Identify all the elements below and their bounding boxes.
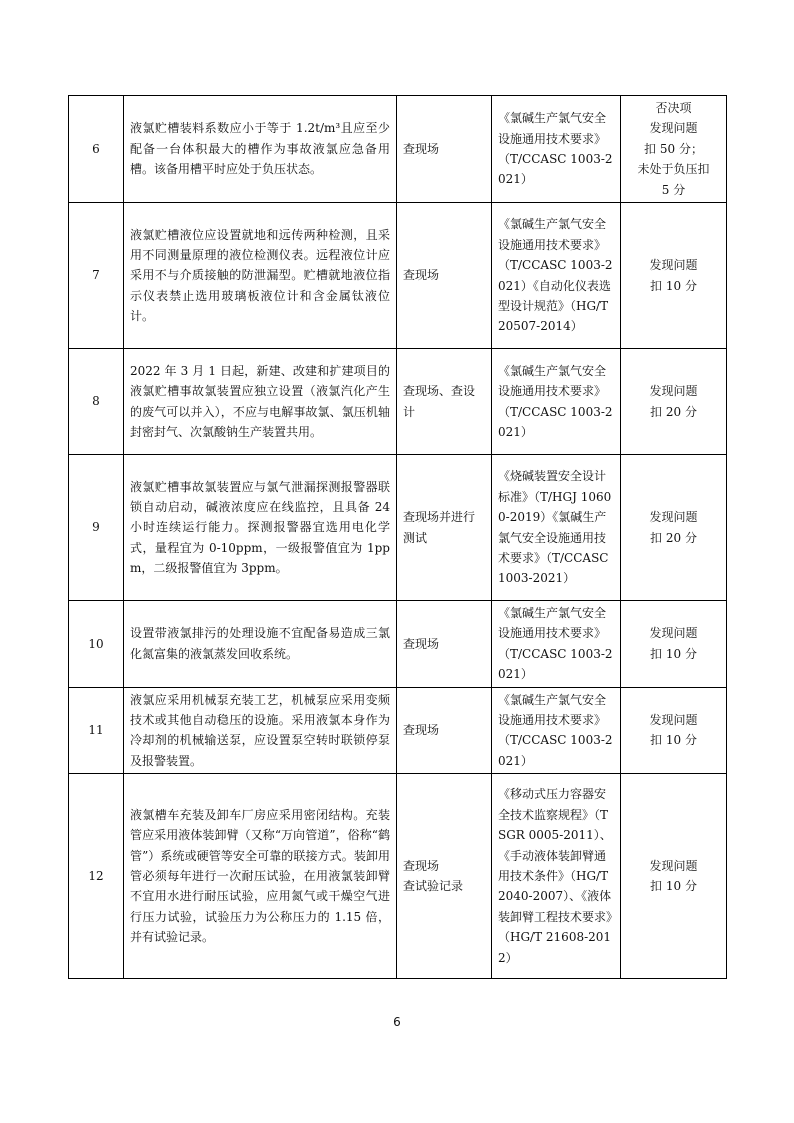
table-row: [69, 96, 727, 203]
inspection-method: 查现场: [397, 687, 492, 774]
requirement-text: 液氯贮槽装料系数应小于等于 1.2t/m³且应至少配备一台体积最大的槽作为事故液氯应急备用槽。该备用槽平时应处于负压状态。: [124, 96, 397, 203]
score-rule: 发现问题 扣 10 分: [621, 774, 727, 979]
item-number: 8: [69, 349, 124, 455]
score-rule: 发现问题 扣 10 分: [621, 203, 727, 349]
requirement-text: 液氯应采用机械泵充装工艺，机械泵应采用变频技术或其他自动稳压的设施。采用液氯本身作为冷却剂的机械输送泵，应设置泵空转时联锁停泵及报警装置。: [124, 687, 397, 774]
item-number: 6: [69, 96, 124, 203]
item-number: 11: [69, 687, 124, 774]
requirement-text: 2022 年 3 月 1 日起，新建、改建和扩建项目的液氯贮槽事故氯装置应独立设置（液氯汽化产生的废气可以并入），不应与电解事故氯、氯压机轴封密封气、次氯酸钠生产装置共用。: [124, 349, 397, 455]
requirement-text: 设置带液氯排污的处理设施不宜配备易造成三氯化氮富集的液氯蒸发回收系统。: [124, 601, 397, 688]
table-row: [69, 349, 727, 455]
standard-basis: 《烧碱装置安全设计标准》（T/HGJ 10600-2019）《氯碱生产氯气安全设施通用技术要求》（T/CCASC 1003-2021）: [492, 455, 621, 601]
table-row: [69, 601, 727, 688]
inspection-table: [68, 95, 727, 979]
inspection-method: 查现场: [397, 96, 492, 203]
page-number: 6: [393, 1015, 401, 1029]
standard-basis: 《氯碱生产氯气安全设施通用技术要求》（T/CCASC 1003-2021）: [492, 687, 621, 774]
score-rule: 否决项 发现问题 扣 50 分； 未处于负压扣 5 分: [621, 96, 727, 203]
inspection-method: 查现场并进行测试: [397, 455, 492, 601]
table-row: [69, 203, 727, 349]
inspection-method: 查现场、查设计: [397, 349, 492, 455]
item-number: 12: [69, 774, 124, 979]
inspection-method: 查现场 查试验记录: [397, 774, 492, 979]
table-row: [69, 687, 727, 774]
item-number: 9: [69, 455, 124, 601]
score-rule: 发现问题 扣 20 分: [621, 455, 727, 601]
standard-basis: 《氯碱生产氯气安全设施通用技术要求》（T/CCASC 1003-2021）《自动化仪表选型设计规范》（HG/T 20507-2014）: [492, 203, 621, 349]
table-row: [69, 455, 727, 601]
score-rule: 发现问题 扣 10 分: [621, 601, 727, 688]
requirement-text: 液氯贮槽液位应设置就地和远传两种检测，且采用不同测量原理的液位检测仪表。远程液位计应采用不与介质接触的防泄漏型。贮槽就地液位指示仪表禁止选用玻璃板液位计和含金属钛液位计。: [124, 203, 397, 349]
requirement-text: 液氯槽车充装及卸车厂房应采用密闭结构。充装管应采用液体装卸臂（又称“万向管道”，俗称“鹤管”）系统或硬管等安全可靠的联接方式。装卸用管必须每年进行一次耐压试验，在用液氯装卸臂不宜用水进行耐压试验，应用氮气或干燥空气进行压力试验，试验压力为公称压力的 1.15 倍，并有试验记录。: [124, 774, 397, 979]
standard-basis: 《氯碱生产氯气安全设施通用技术要求》（T/CCASC 1003-2021）: [492, 349, 621, 455]
table-row: [69, 774, 727, 979]
standard-basis: 《移动式压力容器安全技术监察规程》（TSGR 0005-2011）、《手动液体装卸臂通用技术条件》（HG/T 2040-2007）、《液体装卸臂工程技术要求》（HG/T 21608-2012）: [492, 774, 621, 979]
item-number: 10: [69, 601, 124, 688]
score-rule: 发现问题 扣 10 分: [621, 687, 727, 774]
score-rule: 发现问题 扣 20 分: [621, 349, 727, 455]
requirement-text: 液氯贮槽事故氯装置应与氯气泄漏探测报警器联锁自动启动，碱液浓度应在线监控，且具备 24 小时连续运行能力。探测报警器宜选用电化学式，量程宜为 0-10ppm，一级报警值宜为 1ppm，二级报警值宜为 3ppm。: [124, 455, 397, 601]
inspection-method: 查现场: [397, 203, 492, 349]
standard-basis: 《氯碱生产氯气安全设施通用技术要求》（T/CCASC 1003-2021）: [492, 601, 621, 688]
standard-basis: 《氯碱生产氯气安全设施通用技术要求》（T/CCASC 1003-2021）: [492, 96, 621, 203]
item-number: 7: [69, 203, 124, 349]
inspection-method: 查现场: [397, 601, 492, 688]
